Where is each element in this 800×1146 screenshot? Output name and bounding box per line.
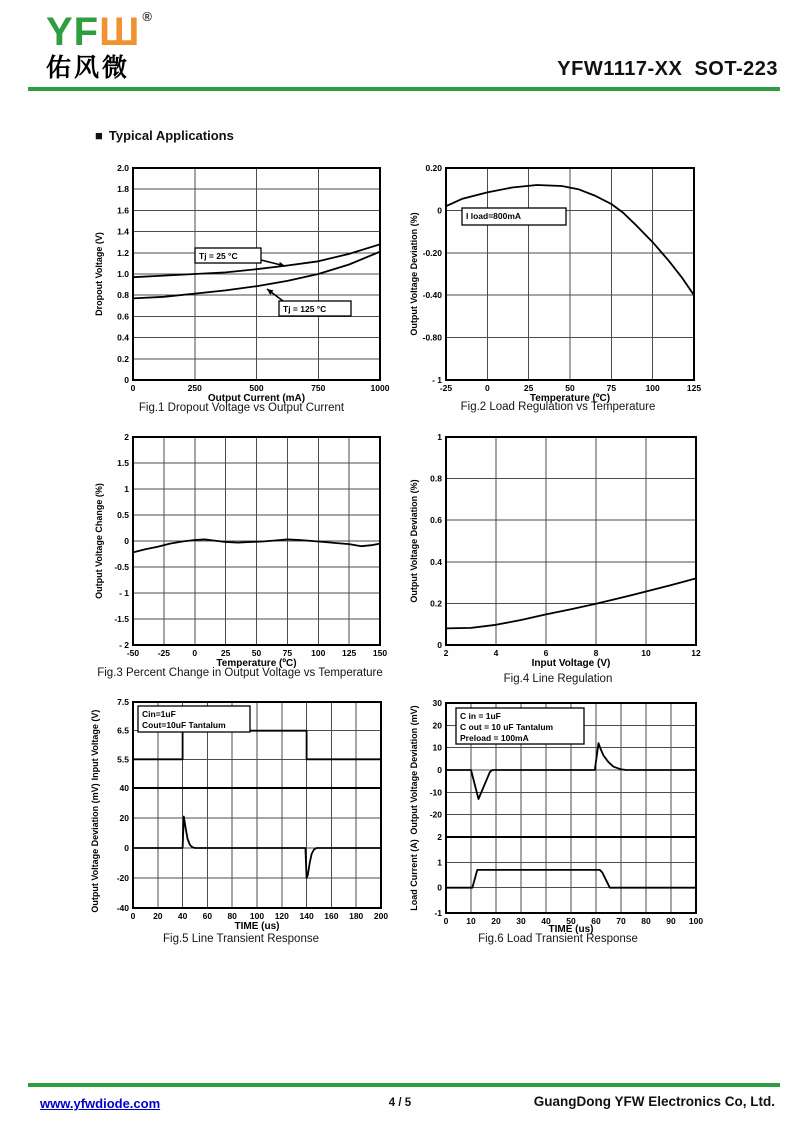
svg-text:2: 2 <box>443 648 449 658</box>
svg-text:7.5: 7.5 <box>117 697 129 707</box>
logo-text-w: Ш <box>99 10 141 54</box>
svg-text:4: 4 <box>493 648 499 658</box>
svg-text:Temperature (ºC): Temperature (ºC) <box>529 393 611 404</box>
svg-text:40: 40 <box>541 916 551 926</box>
svg-text:50: 50 <box>566 916 576 926</box>
fig4-caption: Fig.4 Line Regulation <box>503 673 613 685</box>
svg-text:1.0: 1.0 <box>117 269 129 279</box>
figure-load-transient-response <box>408 692 708 941</box>
fig3-caption: Fig.3 Percent Change in Output Voltage vs Temperature <box>97 667 383 679</box>
fig2-caption: Fig.2 Load Regulation vs Temperature <box>460 401 656 413</box>
svg-text:10: 10 <box>432 742 442 753</box>
svg-text:TIME (us): TIME (us) <box>234 921 280 932</box>
svg-text:1.4: 1.4 <box>117 226 129 237</box>
svg-text:25: 25 <box>523 383 534 393</box>
svg-text:60: 60 <box>591 916 601 926</box>
svg-text:-10: -10 <box>429 787 442 798</box>
svg-text:Preload = 100mA: Preload = 100mA <box>460 733 529 743</box>
svg-text:-40: -40 <box>116 903 129 913</box>
svg-text:Input Voltage (V): Input Voltage (V) <box>531 658 611 669</box>
svg-text:180: 180 <box>349 911 364 921</box>
svg-text:100: 100 <box>311 648 326 658</box>
svg-text:10: 10 <box>466 916 476 926</box>
svg-text:125: 125 <box>342 648 357 658</box>
svg-text:5.5: 5.5 <box>117 754 129 765</box>
svg-text:1.5: 1.5 <box>117 458 129 468</box>
svg-text:30: 30 <box>432 698 442 708</box>
svg-text:Dropout Voltage (V): Dropout Voltage (V) <box>94 232 104 316</box>
svg-text:40: 40 <box>177 911 188 921</box>
svg-text:Load Current (A): Load Current (A) <box>409 839 419 911</box>
figure-percent-change-output-voltage <box>88 427 395 675</box>
svg-text:150: 150 <box>372 648 388 658</box>
svg-text:-20: -20 <box>116 873 129 883</box>
svg-text:-25: -25 <box>157 648 171 658</box>
svg-text:Output Voltage Deviation (mV): Output Voltage Deviation (mV) <box>409 705 419 835</box>
svg-text:Tj = 25 °C: Tj = 25 °C <box>199 251 238 261</box>
svg-text:6.5: 6.5 <box>117 725 129 736</box>
svg-text:0: 0 <box>124 843 129 853</box>
svg-text:20: 20 <box>153 911 163 921</box>
svg-text:0: 0 <box>124 536 129 546</box>
yfw-logo <box>46 10 153 81</box>
svg-text:-0.20: -0.20 <box>422 247 442 258</box>
svg-text:0.8: 0.8 <box>430 473 442 484</box>
svg-text:0.8: 0.8 <box>117 290 129 301</box>
svg-text:0: 0 <box>130 383 136 393</box>
svg-text:120: 120 <box>274 911 289 921</box>
figure-line-regulation <box>408 427 708 675</box>
svg-text:0.6: 0.6 <box>430 515 442 526</box>
svg-text:- 1: - 1 <box>432 375 442 385</box>
svg-text:80: 80 <box>227 911 237 921</box>
svg-text:75: 75 <box>282 648 293 658</box>
svg-text:0: 0 <box>130 911 136 921</box>
svg-text:Output Voltage Deviation (mV): Output Voltage Deviation (mV) <box>90 783 100 913</box>
svg-text:20: 20 <box>491 916 501 926</box>
svg-text:Input Voltage (V): Input Voltage (V) <box>90 709 100 781</box>
fig5-caption: Fig.5 Line Transient Response <box>163 933 319 945</box>
svg-text:Temperature (ºC): Temperature (ºC) <box>216 658 297 669</box>
svg-text:90: 90 <box>666 916 676 926</box>
header-divider <box>28 87 780 91</box>
website-link[interactable]: www.yfwdiode.com <box>40 1096 161 1111</box>
svg-text:I load=800mA: I load=800mA <box>466 211 522 221</box>
svg-text:80: 80 <box>641 916 651 926</box>
square-bullet-icon: ■ <box>95 128 103 143</box>
footer-divider <box>28 1083 780 1087</box>
svg-text:Output Voltage Change (%): Output Voltage Change (%) <box>94 483 104 599</box>
svg-text:0.2: 0.2 <box>117 353 129 364</box>
logo-text-yf: YF <box>46 10 100 54</box>
fig6-chart <box>408 692 708 936</box>
svg-text:100: 100 <box>249 911 265 921</box>
svg-text:0.4: 0.4 <box>430 556 442 567</box>
svg-text:12: 12 <box>691 648 701 658</box>
svg-text:Output Current (mA): Output Current (mA) <box>207 393 306 404</box>
svg-text:Cin=1uF: Cin=1uF <box>142 709 176 719</box>
svg-text:Cout=10uF Tantalum: Cout=10uF Tantalum <box>142 720 226 730</box>
fig2-chart <box>408 150 708 404</box>
svg-text:75: 75 <box>606 383 617 393</box>
svg-text:-0.40: -0.40 <box>422 290 442 301</box>
svg-text:40: 40 <box>119 783 129 793</box>
fig6-caption: Fig.6 Load Transient Response <box>478 933 638 945</box>
svg-text:2.0: 2.0 <box>117 163 129 173</box>
svg-text:-1.5: -1.5 <box>114 614 129 624</box>
svg-text:60: 60 <box>202 911 213 921</box>
svg-text:100: 100 <box>688 916 704 926</box>
svg-text:20: 20 <box>432 720 442 731</box>
svg-text:750: 750 <box>311 383 326 393</box>
logo-chinese-text: 佑风微 <box>46 54 131 82</box>
svg-text:-1: -1 <box>434 908 442 918</box>
svg-text:500: 500 <box>249 383 264 393</box>
svg-text:30: 30 <box>516 916 526 926</box>
svg-text:2: 2 <box>124 432 129 442</box>
svg-text:70: 70 <box>616 916 626 926</box>
svg-text:1: 1 <box>124 484 129 494</box>
svg-text:0: 0 <box>484 383 490 393</box>
svg-text:20: 20 <box>119 813 129 823</box>
svg-text:0.6: 0.6 <box>117 311 129 322</box>
svg-text:6: 6 <box>543 648 549 658</box>
svg-text:0: 0 <box>437 205 442 216</box>
svg-text:1: 1 <box>437 432 442 442</box>
svg-text:-0.80: -0.80 <box>422 332 442 343</box>
part-number-title: YFW1117-XX SOT-223 <box>557 58 778 80</box>
svg-text:0: 0 <box>443 916 449 926</box>
logo-wordmark <box>46 10 153 52</box>
svg-text:Output Voltage Deviation (%): Output Voltage Deviation (%) <box>409 212 419 336</box>
svg-text:1.8: 1.8 <box>117 184 129 195</box>
section-title: Typical Applications <box>108 128 234 143</box>
svg-text:0.2: 0.2 <box>430 598 442 609</box>
svg-text:50: 50 <box>251 648 262 658</box>
svg-text:8: 8 <box>593 648 599 658</box>
svg-text:2: 2 <box>437 832 442 842</box>
registered-trademark-icon: ® <box>142 9 153 24</box>
svg-text:-20: -20 <box>429 809 442 820</box>
svg-text:Tj = 125 °C: Tj = 125 °C <box>283 304 327 314</box>
svg-text:0: 0 <box>124 375 129 385</box>
svg-text:0: 0 <box>437 882 442 893</box>
svg-text:140: 140 <box>299 911 314 921</box>
figure-dropout-voltage-vs-output-current <box>88 158 395 413</box>
svg-text:TIME (us): TIME (us) <box>548 924 594 935</box>
svg-text:0.5: 0.5 <box>117 510 129 520</box>
svg-text:200: 200 <box>373 911 389 921</box>
svg-text:125: 125 <box>686 383 702 393</box>
fig3-chart <box>88 427 395 670</box>
svg-text:0: 0 <box>437 640 442 650</box>
company-name: GuangDong YFW Electronics Co, Ltd. <box>533 1094 775 1109</box>
svg-text:- 2: - 2 <box>119 640 129 650</box>
fig4-chart <box>408 427 708 670</box>
svg-text:-0.5: -0.5 <box>114 562 129 572</box>
svg-text:0.20: 0.20 <box>425 163 442 173</box>
svg-text:1.2: 1.2 <box>117 247 129 258</box>
fig1-chart <box>88 158 395 408</box>
svg-text:50: 50 <box>565 383 575 393</box>
svg-text:1000: 1000 <box>370 383 390 393</box>
svg-text:10: 10 <box>641 648 651 658</box>
svg-text:C out = 10 uF Tantalum: C out = 10 uF Tantalum <box>460 722 554 732</box>
fig5-chart <box>85 692 397 934</box>
svg-text:250: 250 <box>187 383 202 393</box>
svg-text:100: 100 <box>645 383 660 393</box>
figure-line-transient-response <box>85 692 397 939</box>
svg-text:-50: -50 <box>126 648 140 658</box>
svg-text:1.6: 1.6 <box>117 205 129 216</box>
svg-text:160: 160 <box>324 911 339 921</box>
section-heading <box>95 128 234 143</box>
svg-text:0: 0 <box>437 765 442 775</box>
page-number: 4 / 5 <box>388 1097 412 1109</box>
svg-text:-25: -25 <box>439 383 453 393</box>
svg-text:0: 0 <box>192 648 198 658</box>
svg-text:25: 25 <box>220 648 231 658</box>
svg-text:- 1: - 1 <box>119 588 129 598</box>
svg-text:Output Voltage Deviation (%): Output Voltage Deviation (%) <box>409 479 419 603</box>
svg-text:0.4: 0.4 <box>117 332 129 343</box>
svg-text:C in = 1uF: C in = 1uF <box>460 711 501 721</box>
svg-text:1: 1 <box>437 857 442 868</box>
fig1-caption: Fig.1 Dropout Voltage vs Output Current <box>138 402 345 414</box>
figure-load-regulation-vs-temperature <box>408 150 708 409</box>
